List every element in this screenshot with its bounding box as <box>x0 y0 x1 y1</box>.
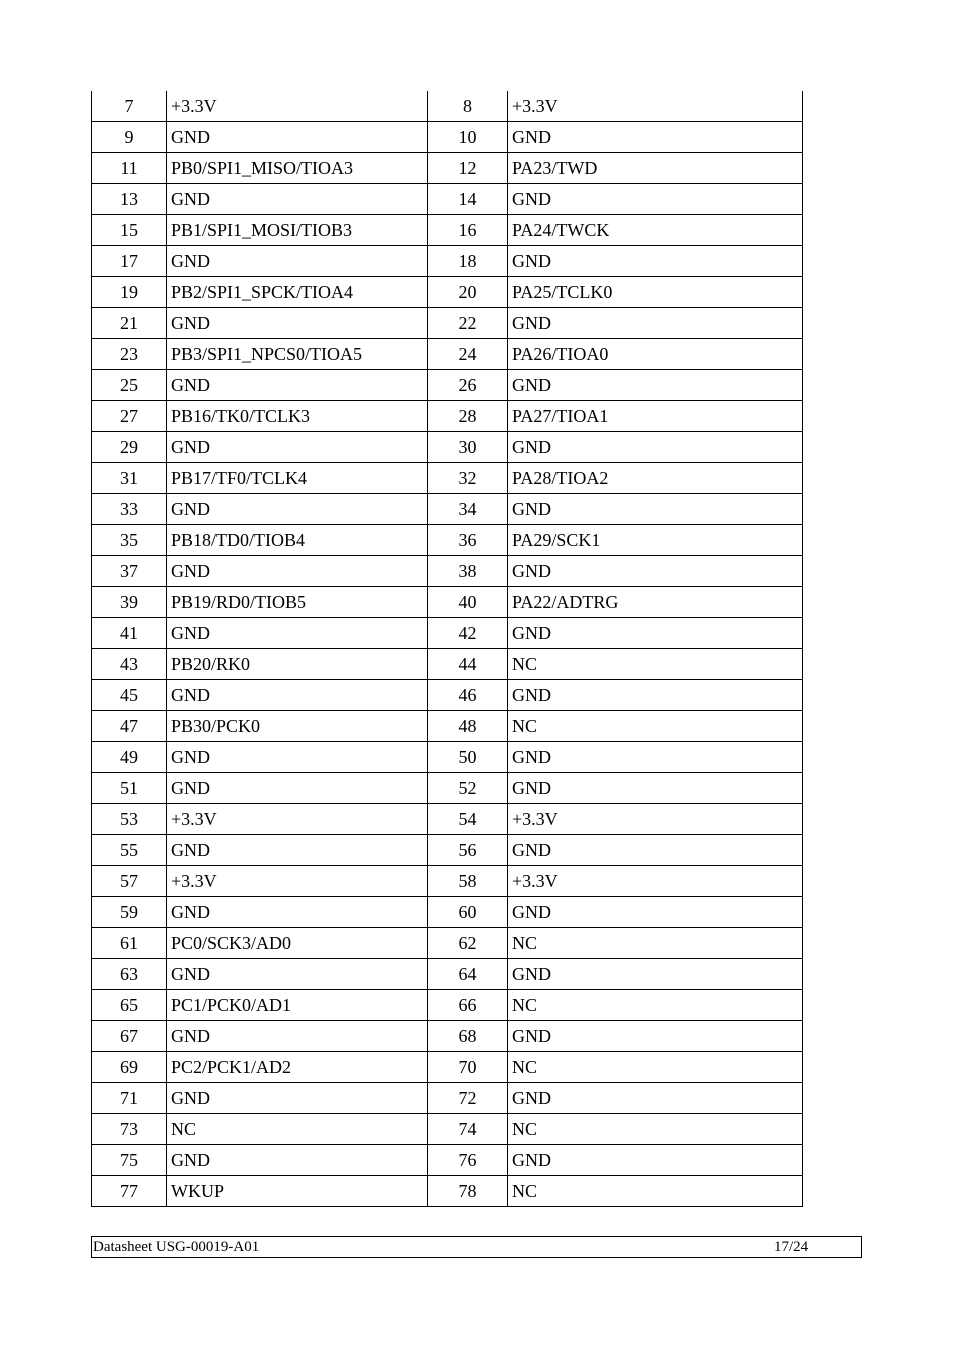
table-row <box>92 556 803 587</box>
pin-number-left: 43 <box>92 649 167 680</box>
table-row <box>92 1145 803 1176</box>
table-row <box>92 804 803 835</box>
signal-right: GND <box>508 1021 803 1052</box>
pin-number-left: 71 <box>92 1083 167 1114</box>
table-row <box>92 866 803 897</box>
signal-right: GND <box>508 370 803 401</box>
signal-left: GND <box>167 742 428 773</box>
signal-right: GND <box>508 494 803 525</box>
pin-number-left: 9 <box>92 122 167 153</box>
pin-number-right: 56 <box>428 835 508 866</box>
signal-left: PB30/PCK0 <box>167 711 428 742</box>
pin-number-right: 46 <box>428 680 508 711</box>
signal-right: GND <box>508 742 803 773</box>
pin-number-left: 29 <box>92 432 167 463</box>
pin-number-right: 18 <box>428 246 508 277</box>
signal-left: PB0/SPI1_MISO/TIOA3 <box>167 153 428 184</box>
pin-table-body <box>92 91 803 1207</box>
pin-number-left: 15 <box>92 215 167 246</box>
pin-number-right: 60 <box>428 897 508 928</box>
table-row <box>92 680 803 711</box>
table-row <box>92 959 803 990</box>
signal-left: GND <box>167 432 428 463</box>
pin-number-left: 25 <box>92 370 167 401</box>
signal-right: NC <box>508 1114 803 1145</box>
table-row <box>92 525 803 556</box>
signal-left: PC0/SCK3/AD0 <box>167 928 428 959</box>
signal-right: GND <box>508 897 803 928</box>
pin-number-right: 50 <box>428 742 508 773</box>
pin-number-left: 17 <box>92 246 167 277</box>
pin-number-right: 34 <box>428 494 508 525</box>
pin-number-right: 74 <box>428 1114 508 1145</box>
signal-left: GND <box>167 370 428 401</box>
signal-right: GND <box>508 432 803 463</box>
signal-left: GND <box>167 1021 428 1052</box>
table-row <box>92 897 803 928</box>
table-row <box>92 370 803 401</box>
pin-number-right: 28 <box>428 401 508 432</box>
table-row <box>92 153 803 184</box>
signal-left: PB19/RD0/TIOB5 <box>167 587 428 618</box>
signal-left: GND <box>167 618 428 649</box>
signal-right: +3.3V <box>508 804 803 835</box>
signal-right: GND <box>508 1145 803 1176</box>
pin-number-right: 38 <box>428 556 508 587</box>
pin-number-left: 75 <box>92 1145 167 1176</box>
table-row <box>92 122 803 153</box>
table-row <box>92 1021 803 1052</box>
signal-right: PA25/TCLK0 <box>508 277 803 308</box>
pin-number-left: 45 <box>92 680 167 711</box>
page-number: 17/24 <box>774 1239 809 1255</box>
table-row <box>92 773 803 804</box>
pin-number-right: 44 <box>428 649 508 680</box>
pin-number-left: 7 <box>92 91 167 122</box>
table-row <box>92 432 803 463</box>
signal-right: PA27/TIOA1 <box>508 401 803 432</box>
table-row <box>92 1114 803 1145</box>
table-row <box>92 215 803 246</box>
pin-number-right: 16 <box>428 215 508 246</box>
pin-number-left: 55 <box>92 835 167 866</box>
pin-number-left: 41 <box>92 618 167 649</box>
pin-number-left: 21 <box>92 308 167 339</box>
signal-left: GND <box>167 308 428 339</box>
pin-number-left: 11 <box>92 153 167 184</box>
pin-number-left: 35 <box>92 525 167 556</box>
signal-left: GND <box>167 122 428 153</box>
signal-left: PB17/TF0/TCLK4 <box>167 463 428 494</box>
table-row <box>92 494 803 525</box>
signal-right: NC <box>508 649 803 680</box>
pin-number-left: 19 <box>92 277 167 308</box>
pin-number-right: 64 <box>428 959 508 990</box>
pin-number-right: 22 <box>428 308 508 339</box>
signal-left: +3.3V <box>167 866 428 897</box>
signal-right: GND <box>508 618 803 649</box>
table-row <box>92 339 803 370</box>
table-row <box>92 835 803 866</box>
pin-number-left: 39 <box>92 587 167 618</box>
signal-left: PB2/SPI1_SPCK/TIOA4 <box>167 277 428 308</box>
signal-left: PC2/PCK1/AD2 <box>167 1052 428 1083</box>
signal-right: +3.3V <box>508 866 803 897</box>
table-row <box>92 91 803 122</box>
pin-number-left: 53 <box>92 804 167 835</box>
table-row <box>92 308 803 339</box>
pin-number-right: 62 <box>428 928 508 959</box>
pin-number-left: 33 <box>92 494 167 525</box>
signal-right: PA23/TWD <box>508 153 803 184</box>
signal-right: GND <box>508 308 803 339</box>
pin-number-right: 14 <box>428 184 508 215</box>
pin-number-right: 12 <box>428 153 508 184</box>
pin-number-right: 48 <box>428 711 508 742</box>
table-row <box>92 711 803 742</box>
signal-left: GND <box>167 1083 428 1114</box>
pin-number-left: 77 <box>92 1176 167 1207</box>
signal-left: PB18/TD0/TIOB4 <box>167 525 428 556</box>
pin-number-right: 8 <box>428 91 508 122</box>
pin-number-left: 51 <box>92 773 167 804</box>
signal-left: GND <box>167 556 428 587</box>
signal-right: GND <box>508 246 803 277</box>
pin-number-right: 54 <box>428 804 508 835</box>
pin-number-right: 10 <box>428 122 508 153</box>
signal-left: GND <box>167 680 428 711</box>
signal-right: GND <box>508 556 803 587</box>
pin-number-left: 73 <box>92 1114 167 1145</box>
table-row <box>92 618 803 649</box>
pin-number-right: 36 <box>428 525 508 556</box>
table-row <box>92 463 803 494</box>
table-row <box>92 742 803 773</box>
pin-number-right: 20 <box>428 277 508 308</box>
signal-right: PA28/TIOA2 <box>508 463 803 494</box>
pin-number-right: 66 <box>428 990 508 1021</box>
signal-left: GND <box>167 897 428 928</box>
pin-number-right: 40 <box>428 587 508 618</box>
signal-right: NC <box>508 1052 803 1083</box>
signal-left: PB20/RK0 <box>167 649 428 680</box>
signal-right: GND <box>508 1083 803 1114</box>
pin-number-left: 61 <box>92 928 167 959</box>
signal-right: NC <box>508 928 803 959</box>
pin-number-left: 69 <box>92 1052 167 1083</box>
pin-number-right: 70 <box>428 1052 508 1083</box>
signal-right: GND <box>508 122 803 153</box>
table-row <box>92 1083 803 1114</box>
pin-number-right: 72 <box>428 1083 508 1114</box>
pin-number-left: 13 <box>92 184 167 215</box>
signal-left: PC1/PCK0/AD1 <box>167 990 428 1021</box>
signal-right: GND <box>508 773 803 804</box>
pin-number-left: 49 <box>92 742 167 773</box>
pin-number-right: 30 <box>428 432 508 463</box>
signal-right: PA24/TWCK <box>508 215 803 246</box>
page-footer <box>91 1236 862 1258</box>
signal-left: GND <box>167 959 428 990</box>
table-row <box>92 246 803 277</box>
pin-table <box>91 91 803 1207</box>
signal-right: GND <box>508 835 803 866</box>
signal-left: GND <box>167 246 428 277</box>
table-row <box>92 649 803 680</box>
signal-right: PA26/TIOA0 <box>508 339 803 370</box>
signal-left: GND <box>167 184 428 215</box>
signal-left: PB3/SPI1_NPCS0/TIOA5 <box>167 339 428 370</box>
pin-number-left: 63 <box>92 959 167 990</box>
document-id: Datasheet USG-00019-A01 <box>93 1239 260 1255</box>
pin-number-right: 68 <box>428 1021 508 1052</box>
pin-number-left: 65 <box>92 990 167 1021</box>
pin-number-right: 26 <box>428 370 508 401</box>
pin-number-right: 52 <box>428 773 508 804</box>
signal-left: GND <box>167 773 428 804</box>
table-row <box>92 1052 803 1083</box>
table-row <box>92 928 803 959</box>
table-row <box>92 990 803 1021</box>
pin-number-left: 67 <box>92 1021 167 1052</box>
signal-left: WKUP <box>167 1176 428 1207</box>
signal-right: GND <box>508 184 803 215</box>
signal-right: PA29/SCK1 <box>508 525 803 556</box>
pin-number-left: 23 <box>92 339 167 370</box>
signal-left: PB16/TK0/TCLK3 <box>167 401 428 432</box>
signal-left: +3.3V <box>167 804 428 835</box>
pin-number-right: 24 <box>428 339 508 370</box>
pin-number-left: 27 <box>92 401 167 432</box>
pin-number-left: 57 <box>92 866 167 897</box>
signal-right: NC <box>508 990 803 1021</box>
pin-number-left: 59 <box>92 897 167 928</box>
pin-number-left: 31 <box>92 463 167 494</box>
signal-right: PA22/ADTRG <box>508 587 803 618</box>
table-row <box>92 184 803 215</box>
pin-number-left: 47 <box>92 711 167 742</box>
signal-left: GND <box>167 494 428 525</box>
signal-left: GND <box>167 1145 428 1176</box>
pin-number-left: 37 <box>92 556 167 587</box>
table-row <box>92 277 803 308</box>
signal-left: PB1/SPI1_MOSI/TIOB3 <box>167 215 428 246</box>
pin-number-right: 58 <box>428 866 508 897</box>
pin-number-right: 42 <box>428 618 508 649</box>
signal-left: NC <box>167 1114 428 1145</box>
signal-right: GND <box>508 680 803 711</box>
pin-number-right: 32 <box>428 463 508 494</box>
signal-right: NC <box>508 1176 803 1207</box>
signal-right: NC <box>508 711 803 742</box>
pin-number-right: 76 <box>428 1145 508 1176</box>
signal-left: GND <box>167 835 428 866</box>
table-row <box>92 587 803 618</box>
signal-right: +3.3V <box>508 91 803 122</box>
pin-number-right: 78 <box>428 1176 508 1207</box>
signal-right: GND <box>508 959 803 990</box>
table-row <box>92 401 803 432</box>
signal-left: +3.3V <box>167 91 428 122</box>
table-row <box>92 1176 803 1207</box>
